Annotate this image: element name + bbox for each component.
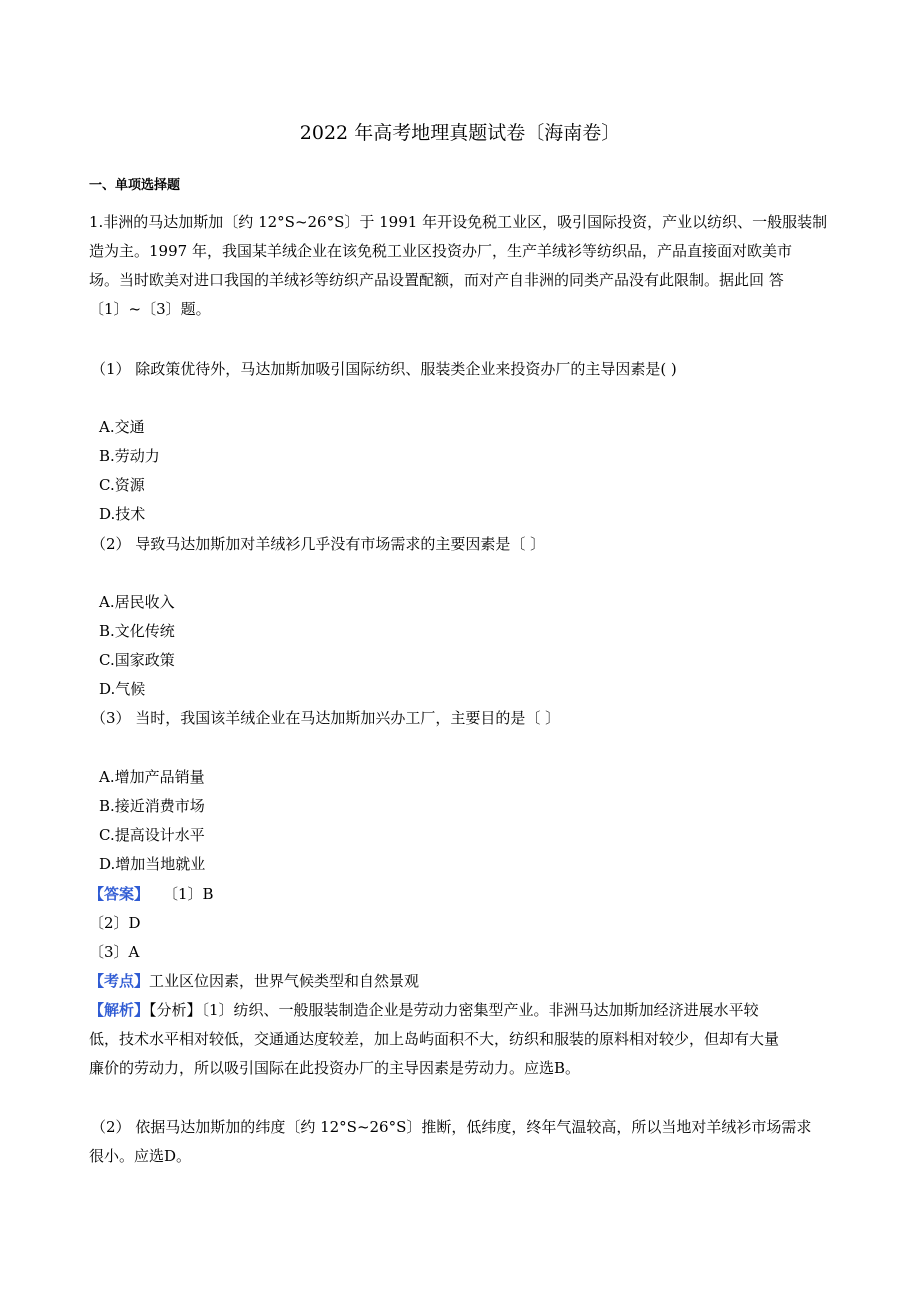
page-title: 2022 年高考地理真题试卷〔海南卷〕 [299, 122, 621, 144]
sub-question-1-prompt: （1） 除政策优待外，马达加斯加吸引国际纺织、服装类企业来投资办厂的主导因素是( ) [91, 360, 677, 378]
option-b: B.劳动力 [99, 447, 160, 465]
answer-1: 〔1〕B [163, 885, 214, 903]
option-c: C.提高设计水平 [99, 826, 205, 844]
jiexi-line [89, 996, 759, 1025]
answer-line [89, 880, 214, 909]
option-a: A.居民收入 [99, 593, 175, 611]
option-a: A.交通 [99, 418, 145, 436]
kaodian-line [89, 967, 419, 996]
jiexi-line: 低，技术水平相对较低，交通通达度较差，加上岛屿面积不大，纺织和服装的原料相对较少，但却有大量 [89, 1030, 780, 1048]
option-c: C.资源 [99, 476, 145, 494]
jiexi-part2-line: （2） 依据马达加斯加的纬度〔约 12°S~26°S〕推断，低纬度，终年气温较高，所以当地对羊绒衫市场需求 [91, 1118, 812, 1136]
sub-question-3-prompt: （3） 当时，我国该羊绒企业在马达加斯加兴办工厂，主要目的是〔 〕 [91, 709, 561, 727]
section-heading: 一、单项选择题 [89, 178, 181, 193]
kaodian-tag: 【考点】 [89, 972, 150, 990]
question-stem-line: 1.非洲的马达加斯加〔约 12°S~26°S〕于 1991 年开设免税工业区，吸引国际投资，产业以纺织、一般服装制 [89, 213, 828, 231]
option-d: D.气候 [99, 680, 146, 698]
option-a: A.增加产品销量 [99, 768, 205, 786]
jiexi-part2-line: 很小。应选D。 [89, 1147, 192, 1165]
answer-tag: 【答案】 [89, 885, 150, 903]
option-d: D.增加当地就业 [99, 855, 206, 873]
option-b: B.文化传统 [99, 622, 175, 640]
question-stem-line: 造为主。1997 年，我国某羊绒企业在该免税工业区投资办厂，生产羊绒衫等纺织品，产品直接面对欧美市 [89, 242, 792, 260]
jiexi-line: 廉价的劳动力，所以吸引国际在此投资办厂的主导因素是劳动力。应选B。 [89, 1059, 581, 1077]
option-b: B.接近消费市场 [99, 797, 205, 815]
answer-2: 〔2〕D [89, 914, 141, 932]
option-c: C.国家政策 [99, 651, 175, 669]
question-stem-line: 〔1〕~〔3〕题。 [89, 300, 211, 318]
answer-3: 〔3〕A [89, 943, 140, 961]
sub-question-2-prompt: （2） 导致马达加斯加对羊绒衫几乎没有市场需求的主要因素是〔 〕 [91, 535, 546, 553]
jiexi-text: 【分析】〔1〕纺织、一般服装制造企业是劳动力密集型产业。非洲马达加斯加经济进展水平较 [149, 1001, 759, 1019]
option-d: D.技术 [99, 505, 146, 523]
question-stem-line: 场。当时欧美对进口我国的羊绒衫等纺织产品设置配额，而对产自非洲的同类产品没有此限制。据此回 答 [89, 271, 784, 289]
jiexi-tag: 【解析】 [89, 1001, 150, 1019]
kaodian-text: 工业区位因素，世界气候类型和自然景观 [149, 972, 420, 990]
